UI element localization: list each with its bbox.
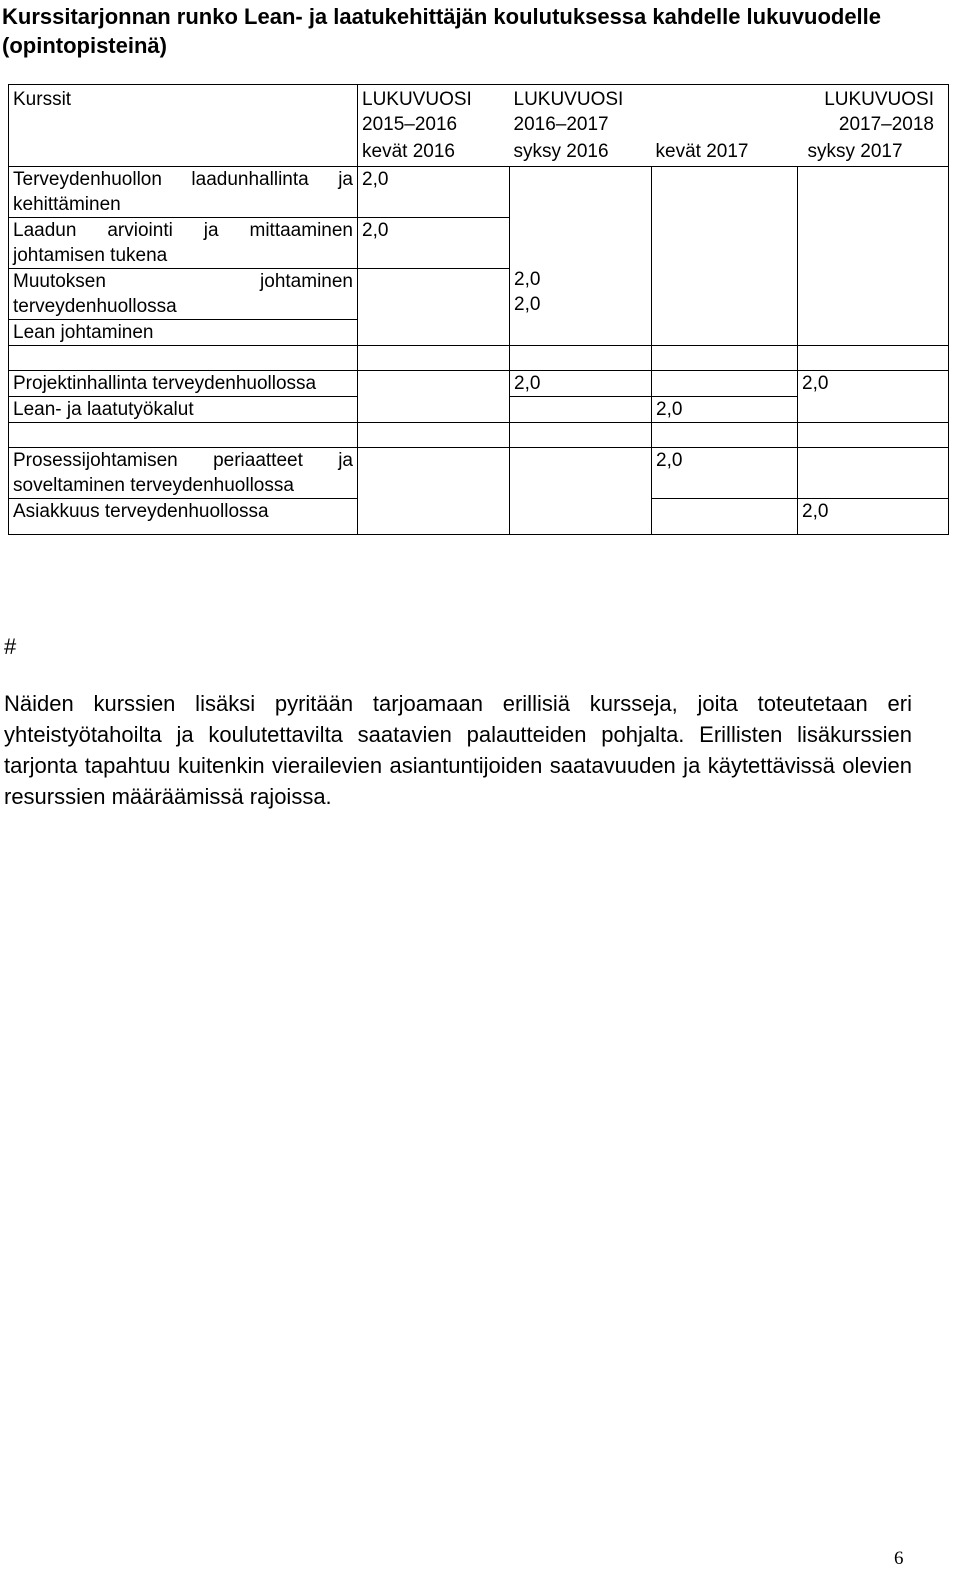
semester-header: syksy 2016 (510, 137, 652, 167)
credit-cell (510, 448, 652, 535)
course-name: Prosessijohtamisen periaatteet ja soveltaminen terveydenhuollossa (9, 448, 358, 499)
spacer-row (9, 346, 949, 371)
credit-cell (358, 371, 510, 423)
course-name: Laadun arviointi ja mittaaminen johtamisen tukena (9, 218, 358, 269)
course-table (8, 84, 949, 535)
course-name: Lean johtaminen (9, 320, 358, 346)
course-name: Projektinhallinta terveydenhuollossa (9, 371, 358, 397)
credit-cell: 2,0 (798, 499, 949, 535)
course-name: Muutoksen johtaminen terveydenhuollossa (9, 269, 358, 320)
year-header-3: LUKUVUOSI 2017–2018 (798, 85, 949, 138)
credit-cell: 2,0 2,0 (510, 167, 652, 346)
header-row-years (9, 85, 949, 138)
table-row (9, 371, 949, 397)
credit-cell: 2,0 (358, 167, 510, 218)
credit-cell (358, 269, 510, 346)
credit-cell (652, 167, 798, 346)
hash-mark: # (4, 634, 17, 659)
page-number: 6 (894, 1548, 904, 1569)
credit-cell: 2,0 (510, 371, 652, 397)
courses-header: Kurssit (9, 85, 358, 167)
credit-cell (798, 448, 949, 499)
semester-header: syksy 2017 (798, 137, 949, 167)
credit-cell (358, 448, 510, 535)
table-row (9, 167, 949, 218)
semester-header: kevät 2016 (358, 137, 510, 167)
credit-cell (652, 371, 798, 397)
year-header-1: LUKUVUOSI 2015–2016 (358, 85, 510, 138)
credit-cell (798, 167, 949, 346)
year-header-2: LUKUVUOSI 2016–2017 (510, 85, 798, 138)
credit-cell (510, 397, 652, 423)
credit-cell: 2,0 (358, 218, 510, 269)
course-name: Asiakkuus terveydenhuollossa (9, 499, 358, 535)
semester-header: kevät 2017 (652, 137, 798, 167)
credit-cell: 2,0 (652, 448, 798, 499)
course-name: Lean- ja laatutyökalut (9, 397, 358, 423)
note-paragraph: Näiden kurssien lisäksi pyritään tarjoamaan erillisiä kursseja, joita toteutetaan eri yhteistyötahoilta ja koulutettavilta saatavien palautteiden pohjalta. Erillisten lisäkurssien tarjonta tapahtuu kuitenkin vierailevien asiantuntijoiden saatavuuden ja käytettävissä olevien resurssien määräämissä rajoissa. (4, 691, 912, 809)
credit-cell: 2,0 (652, 397, 798, 423)
credit-cell (652, 499, 798, 535)
page-title: Kurssitarjonnan runko Lean- ja laatukehittäjän koulutuksessa kahdelle lukuvuodelle (opintopisteinä) (2, 4, 882, 58)
table-row (9, 448, 949, 499)
credit-cell: 2,0 (798, 371, 949, 423)
course-name: Terveydenhuollon laadunhallinta ja kehittäminen (9, 167, 358, 218)
spacer-row (9, 423, 949, 448)
